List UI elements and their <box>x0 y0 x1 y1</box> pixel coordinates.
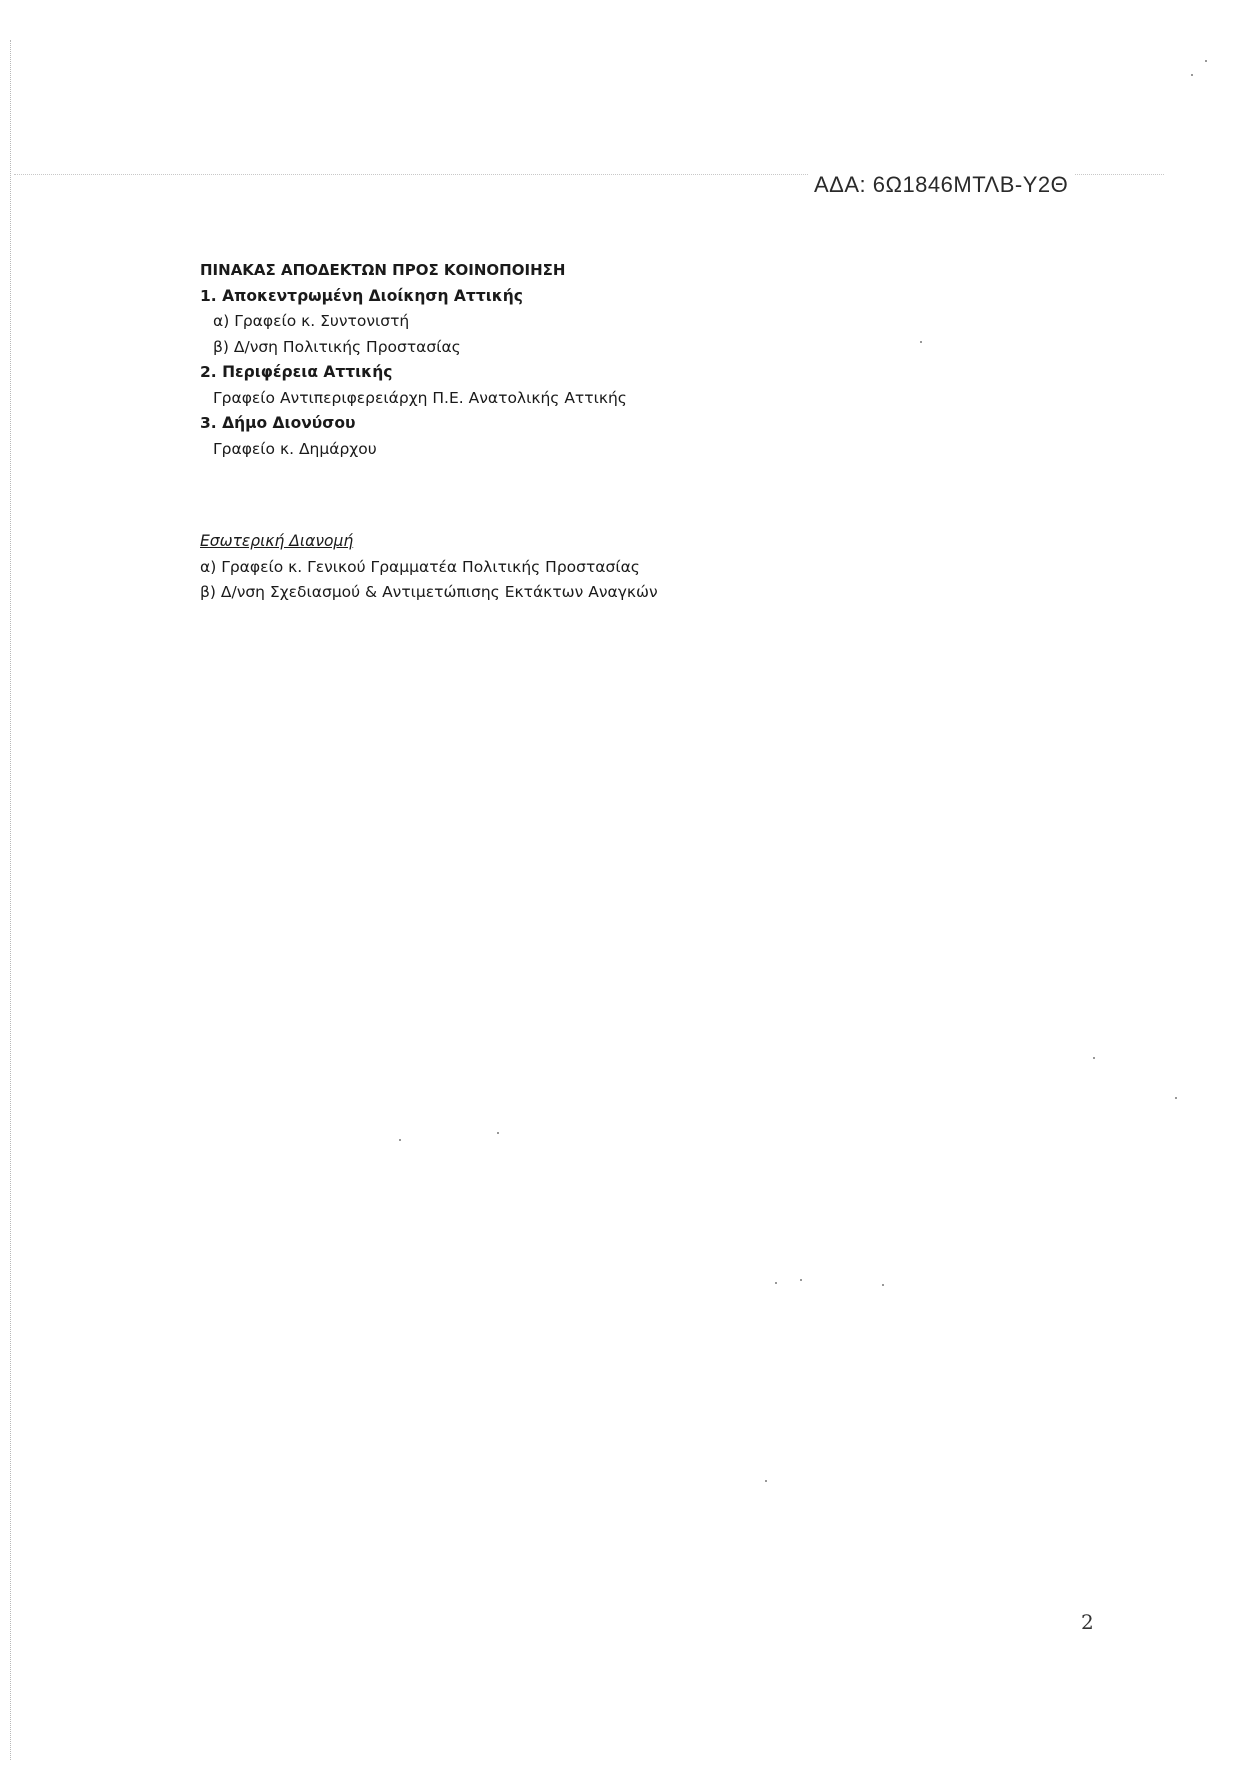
internal-distribution <box>200 529 1000 606</box>
recipient-group-heading: 3. Δήμο Διονύσου <box>200 414 356 432</box>
ada-code: ΑΔΑ: 6Ω1846ΜΤΛΒ-Υ2Θ <box>808 172 1074 198</box>
recipients-title: ΠΙΝΑΚΑΣ ΑΠΟΔΕΚΤΩΝ ΠΡΟΣ ΚΟΙΝΟΠΟΙΗΣΗ <box>200 261 566 279</box>
recipient-group-heading: 1. Αποκεντρωμένη Διοίκηση Αττικής <box>200 286 523 305</box>
scan-speck <box>1175 1097 1177 1099</box>
recipient-item: β) Δ/νση Πολιτικής Προστασίας <box>213 337 461 356</box>
scan-speck <box>497 1132 499 1134</box>
recipient-item: α) Γραφείο κ. Συντονιστή <box>213 312 410 330</box>
scan-speck <box>775 1282 777 1284</box>
recipient-item: Γραφείο Αντιπεριφερειάρχη Π.Ε. Ανατολικής Αττικής <box>213 388 627 407</box>
scan-speck <box>399 1139 401 1141</box>
scan-speck <box>882 1284 884 1286</box>
recipients-list <box>200 258 1000 462</box>
internal-distribution-item: β) Δ/νση Σχεδιασμού & Αντιμετώπισης Εκτάκτων Αναγκών <box>200 583 658 601</box>
scan-speck <box>800 1279 802 1281</box>
scan-speck <box>1205 60 1207 62</box>
scan-speck <box>1093 1057 1095 1059</box>
scan-speck <box>1191 74 1193 76</box>
recipient-group-heading: 2. Περιφέρεια Αττικής <box>200 363 393 381</box>
scan-left-edge <box>10 40 11 1760</box>
internal-distribution-title: Εσωτερική Διανομή <box>200 532 354 550</box>
scan-speck <box>765 1480 767 1482</box>
recipient-item: Γραφείο κ. Δημάρχου <box>213 439 377 458</box>
internal-distribution-item: α) Γραφείο κ. Γενικού Γραμματέα Πολιτικής Προστασίας <box>200 557 640 576</box>
page-number: 2 <box>1081 1610 1094 1634</box>
